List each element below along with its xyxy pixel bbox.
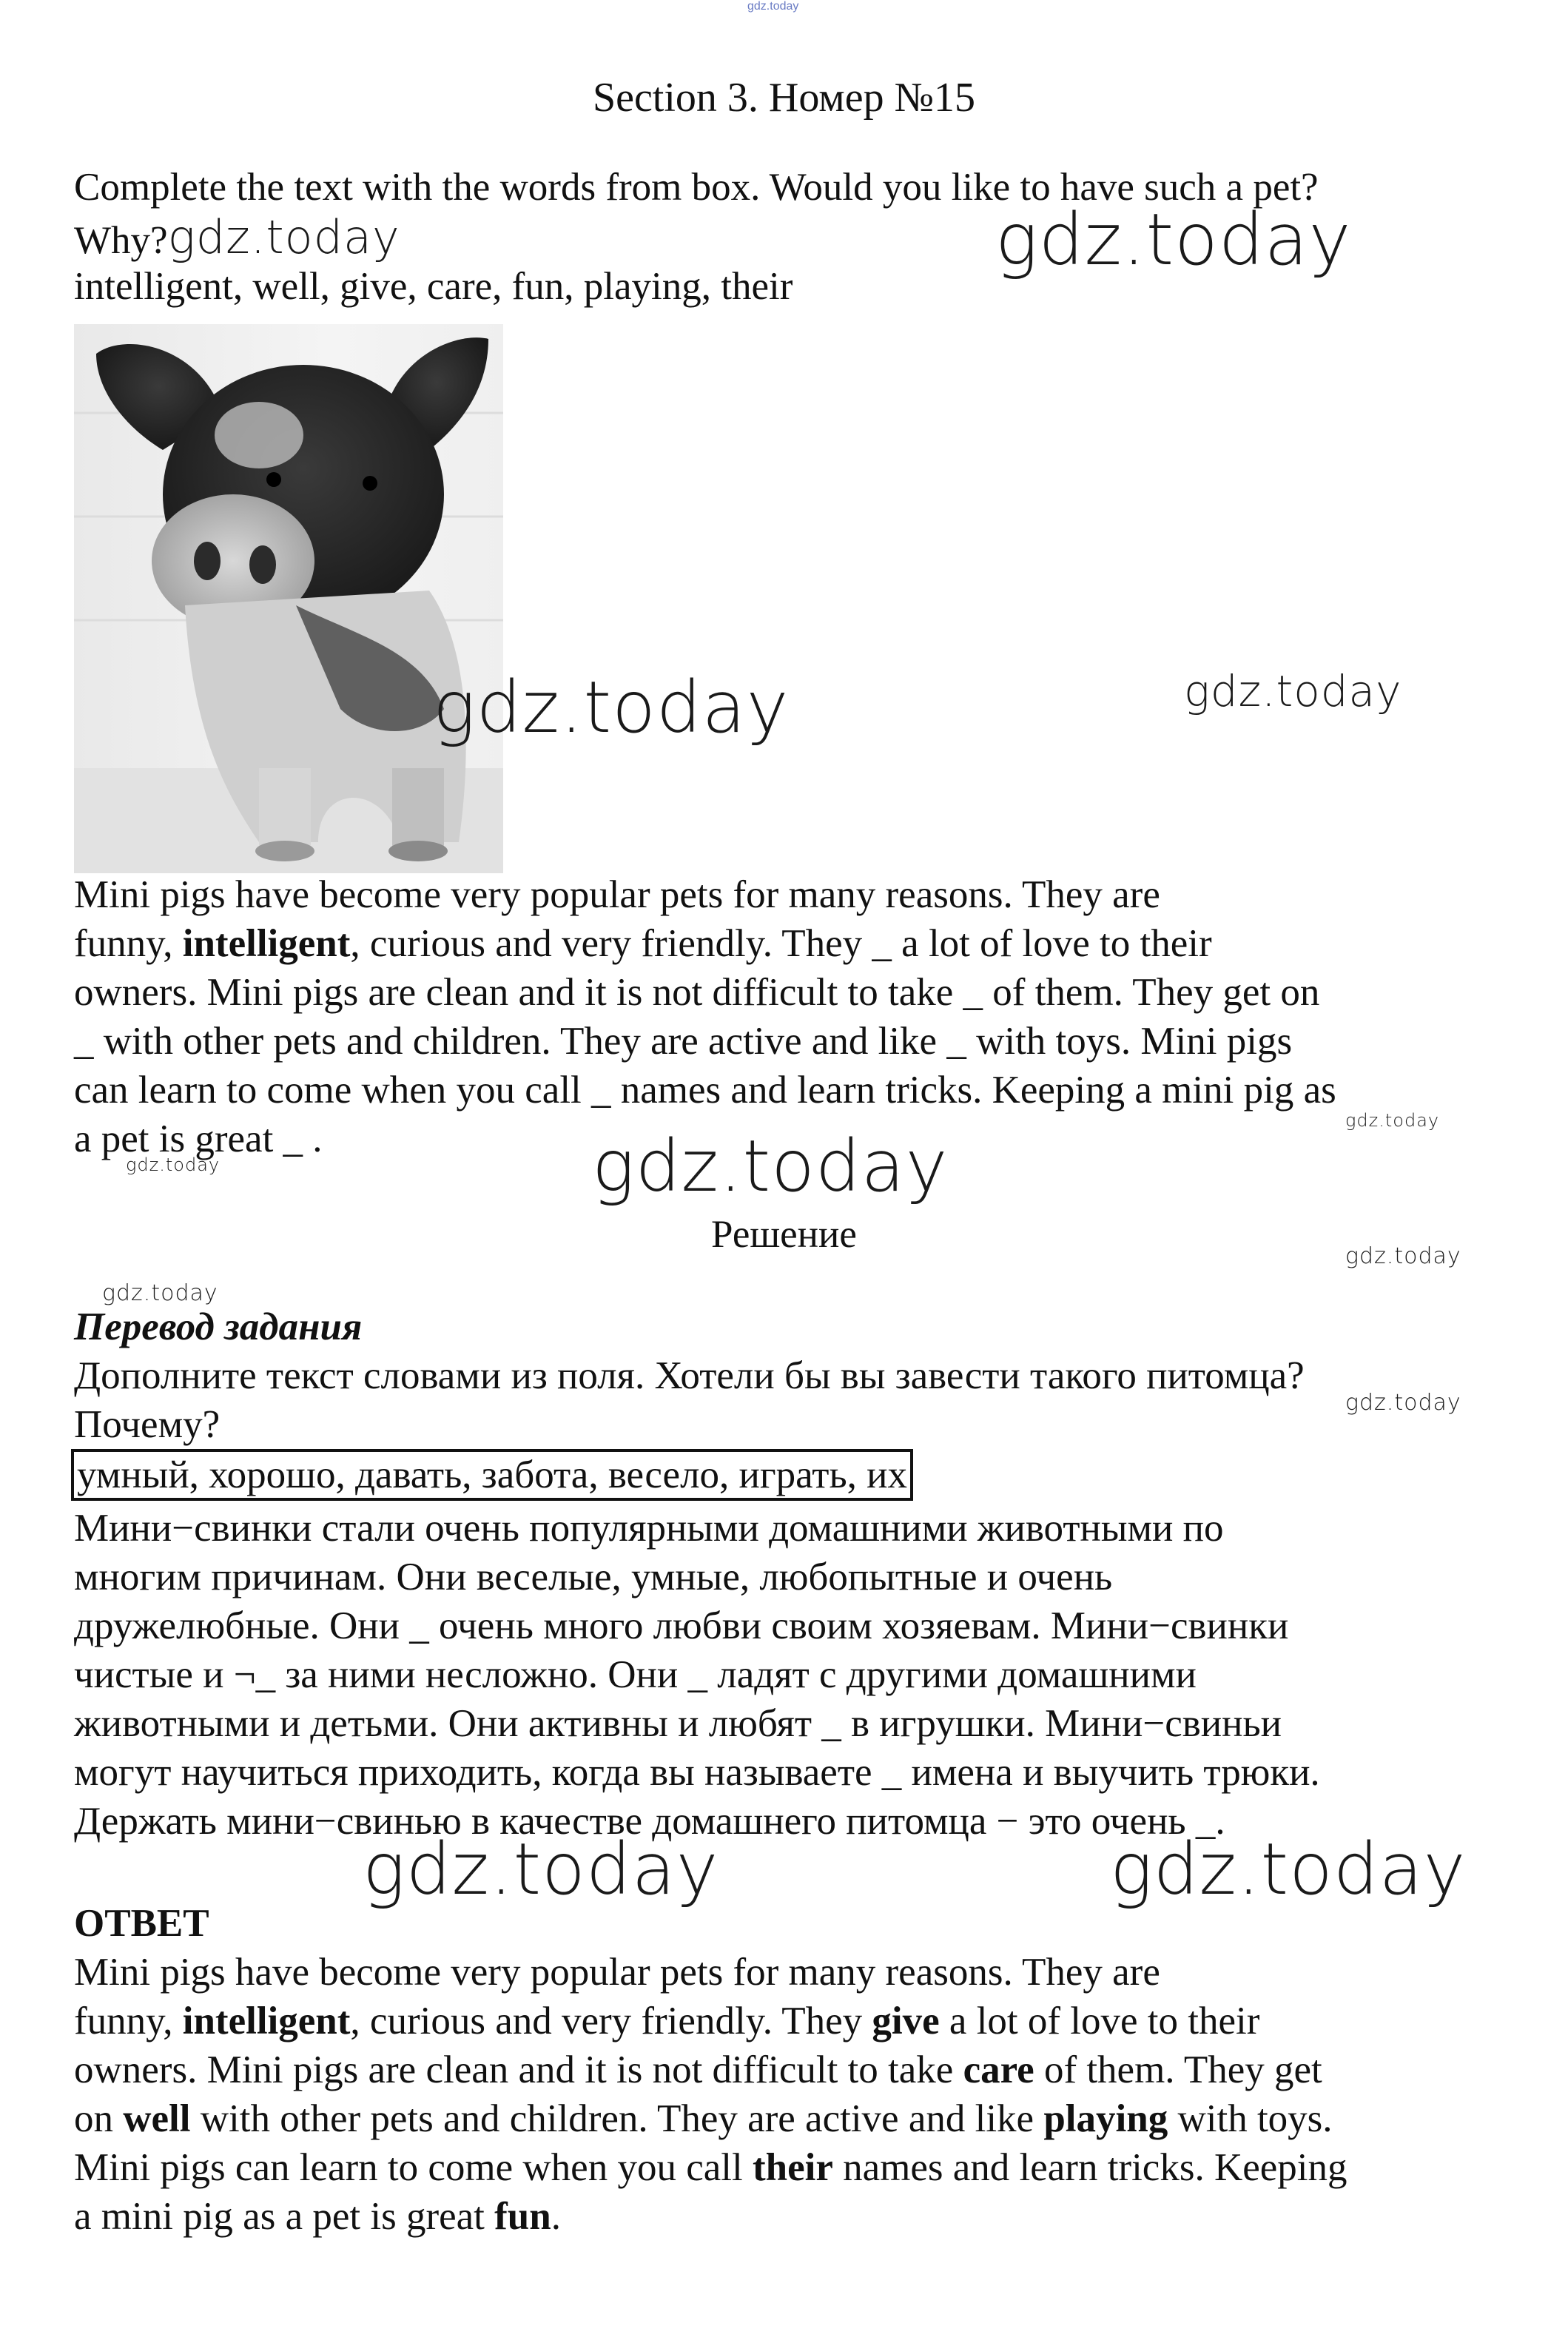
exercise-text: , curious and very friendly. They _ a lot of love to their — [350, 922, 1212, 965]
translation-para-4: чистые и ¬_ за ними несложно. Они _ ладят с другими домашними — [74, 1653, 1197, 1696]
answer-text: with toys. — [1168, 2097, 1333, 2140]
answer-text: of them. They get — [1034, 2048, 1322, 2091]
answer-text: , curious and very friendly. They — [350, 2000, 872, 2043]
watermark-small: gdz.today — [1345, 1110, 1440, 1131]
translation-para-7: Держать мини−свинью в качестве домашнего питомца − это очень _. — [74, 1800, 1225, 1843]
answer-line-5 — [74, 2143, 1347, 2192]
answer-text: owners. Mini pigs are clean and it is not difficult to take — [74, 2048, 963, 2091]
watermark-small: gdz.today — [102, 1280, 218, 1306]
translation-word-box-row — [71, 1449, 913, 1501]
answer-bold-word: their — [752, 2146, 833, 2189]
answer-bold-word: give — [872, 2000, 940, 2043]
answer-line-4 — [74, 2094, 1333, 2143]
answer-heading: ОТВЕТ — [74, 1902, 209, 1945]
answer-text: with other pets and children. They are active and like — [190, 2097, 1044, 2140]
watermark-photo: gdz.today — [433, 666, 790, 749]
answer-bold-word: playing — [1043, 2097, 1168, 2140]
page-title: Section 3. Номер №15 — [592, 75, 976, 121]
answer-bold-word: intelligent — [182, 2000, 351, 2043]
translation-para-6: могут научиться приходить, когда вы называете _ имена и выучить трюки. — [74, 1751, 1320, 1794]
translation-para-5: животными и детьми. Они активны и любят _ в игрушки. Мини−свиньи — [74, 1702, 1282, 1745]
watermark-small: gdz.today — [126, 1154, 221, 1175]
exercise-line-1: Mini pigs have become very popular pets for many reasons. They are — [74, 873, 1160, 916]
translation-para-2: многим причинам. Они веселые, умные, любопытные и очень — [74, 1556, 1113, 1598]
watermark-bottom-right: gdz.today — [1110, 1828, 1467, 1911]
task-line-1: Complete the text with the words from box. Would you like to have such a pet? — [74, 166, 1319, 209]
answer-text: a lot of love to their — [939, 2000, 1260, 2043]
exercise-line-4: _ with other pets and children. They are active and like _ with toys. Mini pigs — [74, 1020, 1293, 1063]
inline-watermark: gdz.today — [167, 210, 400, 264]
answer-text: names and learn tricks. Keeping — [832, 2146, 1347, 2189]
task-word-list: intelligent, well, give, care, fun, playing, their — [74, 265, 793, 308]
watermark-right: gdz.today — [1184, 666, 1402, 716]
task-line-2 — [74, 210, 400, 265]
answer-line-2 — [74, 1997, 1259, 2045]
task-why: Why? — [74, 219, 168, 262]
exercise-line-3: owners. Mini pigs are clean and it is not difficult to take _ of them. They get on — [74, 971, 1320, 1014]
answer-text: a mini pig as a pet is great — [74, 2195, 495, 2238]
answer-bold-word: care — [963, 2048, 1034, 2091]
answer-line-1: Mini pigs have become very popular pets for many reasons. They are — [74, 1951, 1160, 1994]
answer-bold-word: fun — [494, 2195, 551, 2238]
answer-line-3 — [74, 2045, 1322, 2094]
exercise-line-6: a pet is great _ . — [74, 1117, 323, 1160]
watermark-small: gdz.today — [1345, 1243, 1461, 1269]
answer-line-6 — [74, 2192, 561, 2241]
exercise-text: funny, — [74, 922, 183, 965]
answer-text: . — [551, 2195, 561, 2238]
watermark-bottom-left: gdz.today — [363, 1828, 719, 1911]
exercise-bold-word: intelligent — [182, 922, 351, 965]
answer-text: on — [74, 2097, 124, 2140]
translation-line-1: Дополните текст словами из поля. Хотели бы вы завести такого питомца? — [74, 1354, 1305, 1397]
translation-para-1: Мини−свинки стали очень популярными домашними животными по — [74, 1507, 1224, 1550]
answer-text: funny, — [74, 2000, 183, 2043]
translation-para-3: дружелюбные. Они _ очень много любви своим хозяевам. Мини−свинки — [74, 1604, 1289, 1647]
exercise-line-2 — [74, 919, 1212, 968]
translation-word-box: умный, хорошо, давать, забота, весело, играть, их — [71, 1449, 913, 1501]
top-watermark: gdz.today — [747, 0, 799, 13]
answer-text: Mini pigs can learn to come when you call — [74, 2146, 753, 2189]
mini-pig-illustration — [74, 324, 503, 873]
watermark-large: gdz.today — [995, 198, 1352, 281]
translation-heading: Перевод задания — [74, 1305, 363, 1348]
solution-label: Решение — [711, 1213, 857, 1256]
watermark-center: gdz.today — [592, 1125, 949, 1208]
exercise-line-5: can learn to come when you call _ names and learn tricks. Keeping a mini pig as — [74, 1069, 1336, 1112]
translation-line-2: Почему? — [74, 1403, 221, 1446]
watermark-small: gdz.today — [1345, 1390, 1461, 1416]
answer-bold-word: well — [123, 2097, 191, 2140]
mini-pig-photo — [74, 324, 503, 873]
